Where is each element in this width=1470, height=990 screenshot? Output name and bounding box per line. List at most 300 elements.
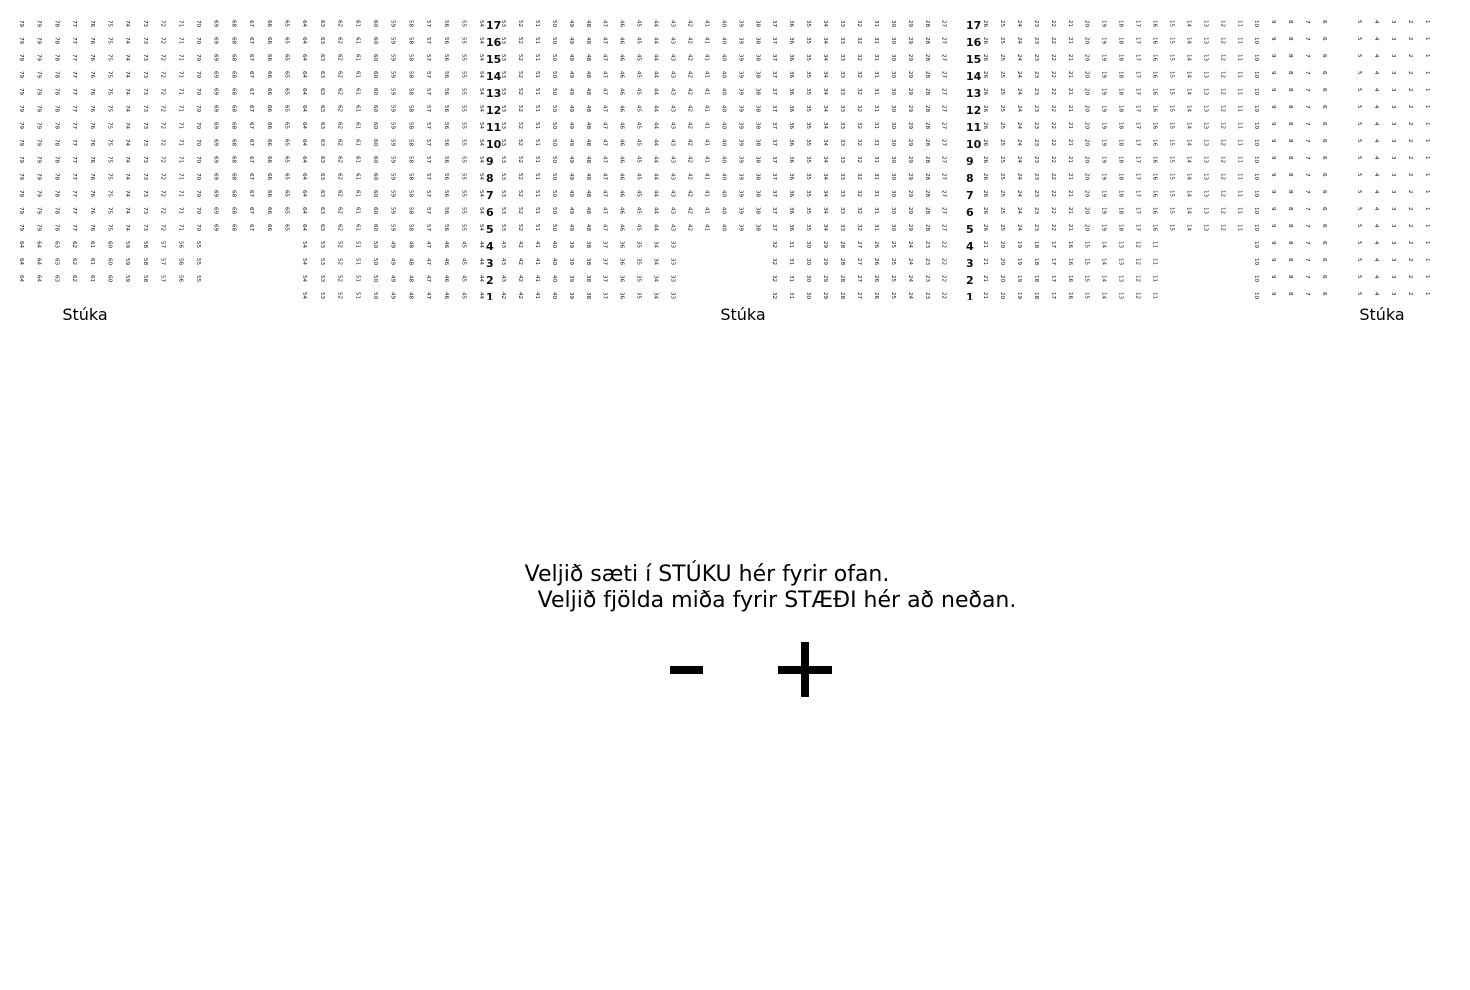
seat[interactable]: 73	[141, 190, 148, 198]
seat[interactable]: 31	[872, 88, 879, 96]
seat[interactable]: 72	[159, 139, 166, 147]
seat[interactable]: 65	[283, 105, 290, 113]
seat[interactable]: 20	[1083, 173, 1090, 181]
seat[interactable]: 26	[982, 224, 988, 232]
seat[interactable]: 71	[177, 71, 184, 79]
seat[interactable]: 34	[822, 173, 829, 181]
seat[interactable]: 47	[601, 37, 608, 45]
seat[interactable]: 17	[1134, 71, 1141, 79]
seat[interactable]: 53	[318, 241, 325, 249]
seat[interactable]: 13	[1117, 292, 1124, 300]
seat[interactable]: 57	[425, 54, 432, 62]
seat[interactable]: 76	[88, 156, 95, 164]
seat[interactable]: 1	[1424, 207, 1430, 211]
increase-quantity-button[interactable]	[760, 625, 850, 715]
seat[interactable]: 65	[283, 207, 290, 215]
seat[interactable]: 10	[1253, 275, 1260, 283]
seat[interactable]: 17	[1134, 105, 1141, 113]
seat[interactable]: 21	[982, 241, 988, 249]
seat[interactable]: 62	[336, 71, 343, 79]
seat[interactable]: 7	[1304, 156, 1311, 160]
seat[interactable]: 73	[141, 224, 148, 232]
seat[interactable]: 50	[550, 190, 557, 198]
seat[interactable]: 71	[177, 37, 184, 45]
seat[interactable]: 29	[906, 173, 913, 181]
seat[interactable]: 55	[460, 156, 467, 164]
seat[interactable]: 51	[354, 292, 361, 300]
seat[interactable]: 63	[318, 122, 325, 130]
seat[interactable]: 1	[1424, 241, 1430, 245]
seat[interactable]: 54	[301, 241, 308, 249]
seat[interactable]: 16	[1066, 275, 1073, 283]
seat[interactable]: 49	[567, 122, 574, 130]
seat[interactable]: 15	[1168, 139, 1175, 147]
seat[interactable]: 22	[1049, 173, 1056, 181]
seat[interactable]: 78	[53, 105, 60, 113]
seat[interactable]: 74	[124, 190, 131, 198]
seat[interactable]: 2	[1407, 207, 1413, 211]
seat[interactable]: 66	[265, 105, 272, 113]
seat[interactable]: 24	[1015, 122, 1022, 130]
seat[interactable]: 43	[669, 37, 676, 45]
seat[interactable]: 1	[1424, 88, 1430, 92]
seat[interactable]: 10	[1253, 20, 1260, 28]
seat[interactable]: 47	[601, 224, 608, 232]
seat[interactable]: 46	[618, 20, 625, 28]
seat[interactable]: 11	[1236, 173, 1243, 181]
seat[interactable]: 51	[533, 71, 540, 79]
seat[interactable]: 57	[159, 241, 166, 249]
seat[interactable]: 40	[720, 20, 727, 28]
seat[interactable]: 7	[1304, 139, 1311, 143]
seat[interactable]: 19	[1100, 122, 1107, 130]
seat[interactable]: 62	[336, 224, 343, 232]
seat[interactable]: 70	[195, 54, 201, 62]
seat[interactable]: 42	[686, 207, 693, 215]
seat[interactable]: 18	[1117, 224, 1124, 232]
seat[interactable]: 37	[771, 173, 778, 181]
seat[interactable]: 19	[1100, 105, 1107, 113]
seat[interactable]: 62	[336, 139, 343, 147]
seat[interactable]: 41	[533, 275, 540, 283]
seat[interactable]: 23	[923, 275, 930, 283]
seat[interactable]: 30	[889, 88, 896, 96]
seat[interactable]: 72	[159, 88, 166, 96]
seat[interactable]: 51	[354, 258, 361, 266]
seat[interactable]: 50	[550, 156, 557, 164]
seat[interactable]: 36	[788, 224, 795, 232]
seat[interactable]: 45	[635, 20, 642, 28]
seat[interactable]: 62	[336, 20, 343, 28]
seat[interactable]: 48	[584, 20, 591, 28]
seat[interactable]: 29	[822, 275, 829, 283]
seat[interactable]: 43	[669, 105, 676, 113]
seat[interactable]: 19	[1100, 190, 1107, 198]
seat[interactable]: 78	[53, 173, 60, 181]
seat[interactable]: 15	[1168, 20, 1175, 28]
seat[interactable]: 22	[1049, 207, 1056, 215]
seat[interactable]: 42	[516, 275, 523, 283]
seat[interactable]: 39	[737, 156, 744, 164]
seat[interactable]: 13	[1202, 122, 1209, 130]
seat[interactable]: 5	[1356, 139, 1362, 143]
seat[interactable]: 25	[998, 54, 1005, 62]
seat[interactable]: 79	[35, 54, 42, 62]
seat[interactable]: 26	[982, 88, 988, 96]
seat[interactable]: 3	[1390, 105, 1396, 109]
seat[interactable]: 25	[998, 224, 1005, 232]
seat[interactable]: 58	[407, 88, 414, 96]
seat[interactable]: 65	[283, 20, 290, 28]
seat[interactable]: 17	[1134, 139, 1141, 147]
seat[interactable]: 12	[1134, 275, 1141, 283]
seat[interactable]: 43	[669, 190, 676, 198]
seat[interactable]: 41	[703, 105, 710, 113]
seat[interactable]: 29	[822, 292, 829, 300]
seat[interactable]: 74	[124, 224, 131, 232]
seat[interactable]: 30	[889, 190, 896, 198]
seat[interactable]: 43	[669, 173, 676, 181]
seat[interactable]: 24	[906, 258, 913, 266]
seat[interactable]: 18	[1117, 190, 1124, 198]
seat[interactable]: 11	[1236, 139, 1243, 147]
seat[interactable]: 45	[635, 224, 642, 232]
seat[interactable]: 15	[1168, 190, 1175, 198]
seat[interactable]: 23	[1032, 224, 1039, 232]
seat[interactable]: 78	[53, 88, 60, 96]
seat[interactable]: 34	[822, 156, 829, 164]
seat[interactable]: 33	[839, 156, 845, 164]
seat[interactable]: 33	[839, 207, 845, 215]
seat[interactable]: 15	[1168, 173, 1175, 181]
seat[interactable]: 6	[1321, 88, 1327, 92]
seat[interactable]: 62	[336, 37, 343, 45]
seat[interactable]: 46	[618, 207, 625, 215]
seat[interactable]: 24	[1015, 139, 1022, 147]
seat[interactable]: 64	[18, 275, 24, 283]
seat[interactable]: 28	[923, 54, 930, 62]
seat[interactable]: 52	[516, 122, 523, 130]
seat[interactable]: 3	[1390, 275, 1396, 279]
seat[interactable]: 31	[872, 156, 879, 164]
seat[interactable]: 56	[442, 37, 449, 45]
seat[interactable]: 11	[1236, 20, 1243, 28]
seat[interactable]: 7	[1304, 275, 1311, 279]
seat[interactable]: 61	[88, 241, 95, 249]
seat[interactable]: 76	[88, 88, 95, 96]
seat[interactable]: 25	[998, 88, 1005, 96]
seat[interactable]: 32	[771, 275, 778, 283]
seat[interactable]: 59	[389, 71, 396, 79]
seat[interactable]: 20	[1083, 71, 1090, 79]
seat[interactable]: 53	[500, 37, 506, 45]
seat[interactable]: 44	[652, 88, 659, 96]
seat[interactable]: 39	[737, 54, 744, 62]
seat[interactable]: 52	[516, 71, 523, 79]
seat[interactable]: 18	[1117, 139, 1124, 147]
seat[interactable]: 53	[500, 71, 506, 79]
seat[interactable]: 1	[1424, 20, 1430, 24]
seat[interactable]: 40	[720, 224, 727, 232]
seat[interactable]: 71	[177, 122, 184, 130]
seat[interactable]: 49	[567, 207, 574, 215]
seat[interactable]: 49	[567, 37, 574, 45]
seat[interactable]: 14	[1185, 207, 1192, 215]
seat[interactable]: 42	[686, 71, 693, 79]
seat[interactable]: 28	[923, 37, 930, 45]
seat[interactable]: 38	[584, 292, 591, 300]
seat[interactable]: 34	[652, 292, 659, 300]
seat[interactable]: 67	[248, 54, 255, 62]
seat[interactable]: 40	[720, 71, 727, 79]
seat[interactable]: 16	[1151, 224, 1158, 232]
seat[interactable]: 74	[124, 122, 131, 130]
seat[interactable]: 53	[318, 275, 325, 283]
seat[interactable]: 24	[906, 292, 913, 300]
seat[interactable]: 71	[177, 20, 184, 28]
seat[interactable]: 20	[1083, 224, 1090, 232]
seat[interactable]: 16	[1151, 190, 1158, 198]
seat[interactable]: 19	[1100, 88, 1107, 96]
seat[interactable]: 30	[889, 224, 896, 232]
seat[interactable]: 72	[159, 190, 166, 198]
seat[interactable]: 26	[982, 37, 988, 45]
seat[interactable]: 47	[425, 241, 432, 249]
seat[interactable]: 12	[1219, 139, 1226, 147]
seat[interactable]: 70	[195, 224, 201, 232]
seat[interactable]: 34	[652, 275, 659, 283]
seat[interactable]: 39	[737, 224, 744, 232]
seat[interactable]: 42	[686, 20, 693, 28]
seat[interactable]: 60	[372, 71, 378, 79]
seat[interactable]: 6	[1321, 224, 1327, 228]
seat[interactable]: 75	[106, 122, 113, 130]
seat[interactable]: 9	[1270, 207, 1277, 211]
seat[interactable]: 67	[248, 224, 255, 232]
seat[interactable]: 21	[1066, 88, 1073, 96]
seat[interactable]: 20	[1083, 37, 1090, 45]
seat[interactable]: 62	[336, 156, 343, 164]
seat[interactable]: 38	[754, 139, 761, 147]
seat[interactable]: 45	[460, 292, 467, 300]
seat[interactable]: 59	[389, 122, 396, 130]
seat[interactable]: 3	[1390, 88, 1396, 92]
seat[interactable]: 44	[652, 207, 659, 215]
seat[interactable]: 46	[618, 224, 625, 232]
seat[interactable]: 1	[1424, 275, 1430, 279]
seat[interactable]: 32	[855, 173, 862, 181]
seat[interactable]: 56	[442, 20, 449, 28]
seat[interactable]: 25	[998, 122, 1005, 130]
seat[interactable]: 19	[1100, 71, 1107, 79]
seat[interactable]: 24	[1015, 105, 1022, 113]
seat[interactable]: 35	[805, 122, 812, 130]
seat[interactable]: 26	[982, 122, 988, 130]
seat[interactable]: 20	[1083, 139, 1090, 147]
seat[interactable]: 39	[567, 292, 574, 300]
seat[interactable]: 10	[1253, 292, 1260, 300]
seat[interactable]: 31	[788, 241, 795, 249]
seat[interactable]: 57	[425, 139, 432, 147]
seat[interactable]: 42	[516, 241, 523, 249]
seat[interactable]: 9	[1270, 292, 1277, 296]
seat[interactable]: 41	[703, 37, 710, 45]
seat[interactable]: 59	[389, 207, 396, 215]
seat[interactable]: 24	[1015, 20, 1022, 28]
seat[interactable]: 45	[635, 207, 642, 215]
seat[interactable]: 17	[1134, 207, 1141, 215]
seat[interactable]: 26	[982, 71, 988, 79]
seat[interactable]: 5	[1356, 190, 1362, 194]
seat[interactable]: 23	[923, 292, 930, 300]
seat[interactable]: 79	[35, 20, 42, 28]
seat[interactable]: 29	[906, 105, 913, 113]
seat[interactable]: 36	[788, 37, 795, 45]
seat[interactable]: 75	[106, 173, 113, 181]
seat[interactable]: 60	[372, 122, 378, 130]
seat[interactable]: 15	[1168, 224, 1175, 232]
seat[interactable]: 69	[212, 139, 219, 147]
seat[interactable]: 25	[998, 105, 1005, 113]
seat[interactable]: 44	[652, 54, 659, 62]
seat[interactable]: 46	[618, 71, 625, 79]
seat[interactable]: 3	[1390, 292, 1396, 296]
seat[interactable]: 70	[195, 207, 201, 215]
seat[interactable]: 37	[771, 190, 778, 198]
seat[interactable]: 34	[822, 71, 829, 79]
seat[interactable]: 79	[35, 37, 42, 45]
seat[interactable]: 67	[248, 190, 255, 198]
seat[interactable]: 4	[1373, 20, 1379, 24]
seat[interactable]: 40	[720, 156, 727, 164]
seat[interactable]: 60	[372, 207, 378, 215]
seat[interactable]: 6	[1321, 37, 1327, 41]
seat[interactable]: 21	[982, 292, 988, 300]
seat[interactable]: 47	[601, 88, 608, 96]
seat[interactable]: 12	[1219, 71, 1226, 79]
seat[interactable]: 46	[618, 190, 625, 198]
seat[interactable]: 2	[1407, 190, 1413, 194]
seat[interactable]: 29	[906, 20, 913, 28]
seat[interactable]: 29	[906, 207, 913, 215]
seat[interactable]: 15	[1168, 88, 1175, 96]
seat[interactable]: 3	[1390, 156, 1396, 160]
seat[interactable]: 63	[318, 139, 325, 147]
seat[interactable]: 33	[669, 292, 676, 300]
seat[interactable]: 35	[805, 139, 812, 147]
seat[interactable]: 31	[872, 20, 879, 28]
seat[interactable]: 49	[567, 54, 574, 62]
seat[interactable]: 50	[550, 20, 557, 28]
seat[interactable]: 52	[516, 156, 523, 164]
seat[interactable]: 52	[516, 20, 523, 28]
seat[interactable]: 23	[1032, 71, 1039, 79]
seat[interactable]: 36	[788, 71, 795, 79]
seat[interactable]: 1	[1424, 224, 1430, 228]
seat[interactable]: 62	[336, 207, 343, 215]
seat[interactable]: 66	[265, 173, 272, 181]
seat[interactable]: 19	[1015, 275, 1022, 283]
seat[interactable]: 36	[618, 292, 625, 300]
seat[interactable]: 32	[855, 71, 862, 79]
seat[interactable]: 43	[669, 88, 676, 96]
seat[interactable]: 61	[354, 207, 361, 215]
seat[interactable]: 58	[407, 105, 414, 113]
seat[interactable]: 38	[754, 20, 761, 28]
seat[interactable]: 70	[195, 173, 201, 181]
seat[interactable]: 16	[1151, 105, 1158, 113]
seat[interactable]: 39	[567, 258, 574, 266]
seat[interactable]: 1	[1424, 292, 1430, 296]
seat[interactable]: 26	[872, 258, 879, 266]
seat[interactable]: 1	[1424, 122, 1430, 126]
seat[interactable]: 64	[301, 71, 308, 79]
seat[interactable]: 31	[872, 207, 879, 215]
seat[interactable]: 23	[1032, 37, 1039, 45]
seat[interactable]: 66	[265, 122, 272, 130]
seat[interactable]: 76	[88, 224, 95, 232]
seat[interactable]: 59	[389, 20, 396, 28]
seat[interactable]: 79	[35, 190, 42, 198]
seat[interactable]: 33	[669, 275, 676, 283]
seat[interactable]: 36	[788, 88, 795, 96]
seat[interactable]: 67	[248, 207, 255, 215]
seat[interactable]: 11	[1236, 88, 1243, 96]
seat[interactable]: 32	[855, 122, 862, 130]
seat[interactable]: 43	[669, 156, 676, 164]
seat[interactable]: 37	[771, 54, 778, 62]
seat[interactable]: 54	[478, 139, 485, 147]
seat[interactable]: 63	[318, 224, 325, 232]
seat[interactable]: 2	[1407, 54, 1413, 58]
seat[interactable]: 31	[872, 105, 879, 113]
seat[interactable]: 60	[372, 190, 378, 198]
seat[interactable]: 59	[389, 105, 396, 113]
seat[interactable]: 28	[923, 122, 930, 130]
seat[interactable]: 25	[889, 258, 896, 266]
seat[interactable]: 52	[516, 37, 523, 45]
seat[interactable]: 42	[686, 156, 693, 164]
seat[interactable]: 42	[686, 224, 693, 232]
seat[interactable]: 41	[703, 71, 710, 79]
seat[interactable]: 14	[1185, 88, 1192, 96]
seat[interactable]: 60	[372, 224, 378, 232]
seat[interactable]: 42	[686, 173, 693, 181]
seat[interactable]: 3	[1390, 122, 1396, 126]
seat[interactable]: 60	[372, 156, 378, 164]
seat[interactable]: 23	[1032, 88, 1039, 96]
seat[interactable]: 67	[248, 71, 255, 79]
seat[interactable]: 9	[1270, 190, 1277, 194]
seat[interactable]: 9	[1270, 258, 1277, 262]
seat[interactable]: 31	[788, 292, 795, 300]
seat[interactable]: 6	[1321, 258, 1327, 262]
seat[interactable]: 2	[1407, 292, 1413, 296]
seat[interactable]: 57	[425, 122, 432, 130]
seat[interactable]: 38	[754, 190, 761, 198]
seat[interactable]: 54	[478, 20, 485, 28]
seat[interactable]: 58	[407, 156, 414, 164]
seat[interactable]: 1	[1424, 105, 1430, 109]
seat[interactable]: 8	[1287, 207, 1294, 211]
seat[interactable]: 4	[1373, 88, 1379, 92]
seat[interactable]: 6	[1321, 122, 1327, 126]
seat[interactable]: 35	[805, 88, 812, 96]
seat[interactable]: 12	[1219, 20, 1226, 28]
seat[interactable]: 19	[1015, 292, 1022, 300]
seat[interactable]: 37	[771, 71, 778, 79]
seat[interactable]: 49	[389, 275, 396, 283]
